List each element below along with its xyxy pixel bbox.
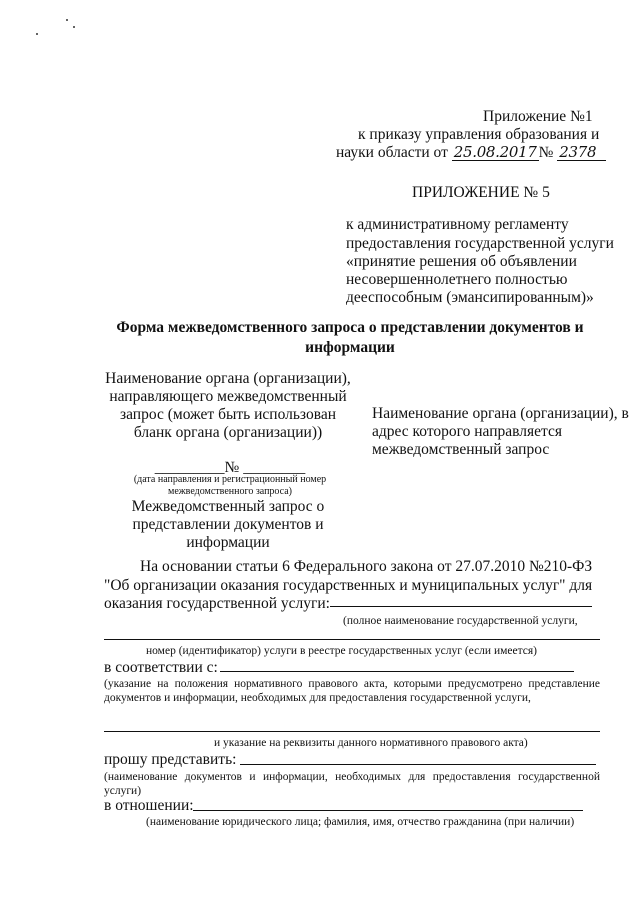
note-regarding: (наименование юридического лица; фамилия, имя, отчество гражданина (при наличии) — [146, 816, 575, 828]
form-title: Форма межведомственного запроса о представлении документов и информации — [116, 319, 584, 356]
regulation-line: несовершеннолетнего полностью — [346, 271, 568, 288]
number-sign: № — [538, 144, 554, 161]
basis-paragraph: оказания государственной услуги: — [104, 595, 330, 612]
order-number: 2378 — [557, 145, 606, 161]
service-name-field — [330, 606, 592, 607]
order-line: к приказу управления образования и — [358, 126, 600, 143]
request-label: прошу представить: — [104, 751, 237, 768]
appendix-1-label: Приложение №1 — [483, 108, 593, 125]
note-service-number: номер (идентификатор) услуги в реестре государственных услуг (если имеется) — [146, 645, 537, 657]
according-field — [104, 731, 600, 732]
basis-paragraph: "Об организации оказания государственных и муниципальных услуг" для — [104, 577, 593, 594]
note-request: (наименование документов и информации, необходимых для предоставления государственной услуги) — [104, 771, 600, 797]
basis-paragraph: На основании статьи 6 Федерального закона от 27.07.2010 №210-ФЗ — [140, 558, 593, 575]
sender-organization: Наименование органа (организации), направляющего межведомственный запрос (может быть использован бланк органа (организации)) — [105, 370, 351, 441]
according-field — [220, 671, 574, 672]
service-name-field — [104, 639, 600, 640]
order-date: 25.08.2017 — [453, 143, 537, 161]
scan-speck — [73, 26, 75, 28]
request-number-caption: (дата направления и регистрационный номер межведомственного запроса) — [133, 474, 327, 497]
appendix-5-title: ПРИЛОЖЕНИЕ № 5 — [412, 184, 550, 201]
regarding-field — [193, 810, 583, 811]
according-label: в соответствии с: — [104, 659, 218, 676]
request-title: Межведомственный запрос о представлении документов и информации — [131, 498, 325, 551]
regulation-line: дееспособным (эмансипированным)» — [346, 289, 594, 306]
note-requisites: и указание на реквизиты данного нормативного правового акта) — [214, 737, 528, 749]
regulation-line: «принятие решения об объявлении — [346, 253, 577, 270]
regulation-line: предоставления государственной услуги — [346, 235, 614, 252]
regulation-line: к административному регламенту — [346, 216, 569, 233]
request-number-line: _________№ ________ — [154, 459, 306, 476]
scan-speck — [66, 19, 68, 21]
recipient-organization: Наименование органа (организации), в адрес которого направляется межведомственный запрос — [372, 405, 629, 458]
science-prefix: науки области от — [336, 144, 448, 161]
scan-speck — [36, 33, 38, 35]
note-according: (указание на положения нормативного правового акта, которыми предусмотрено представление документов и информации, необходимых для предоставления государственной услуги, — [104, 678, 600, 704]
note-service-name: (полное наименование государственной услуги, — [343, 615, 578, 627]
regarding-label: в отношении: — [104, 797, 194, 814]
order-date-line — [336, 144, 606, 162]
request-field — [240, 764, 596, 765]
